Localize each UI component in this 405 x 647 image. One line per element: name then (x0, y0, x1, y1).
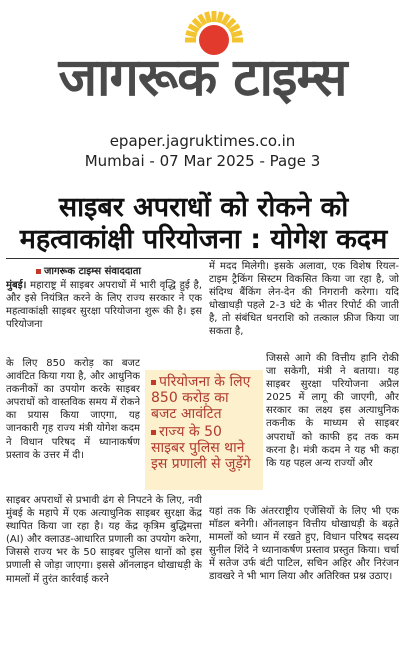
article-headline (6, 192, 401, 256)
sun-ray (219, 12, 222, 23)
sun-ray (206, 12, 209, 23)
pullquote-item: राज्य के 50 साइबर पुलिस थाने इस प्रणाली से जुड़ेंगे (151, 424, 251, 472)
bullet-icon (151, 380, 156, 385)
epaper-url: epaper.jagruktimes.co.in (109, 132, 296, 150)
sun-ray (231, 32, 242, 35)
article-left-top (6, 279, 202, 369)
article-left-low: साइबर अपराधों से प्रभावी ढंग से निपटने के लिए, नवी मुंबई के महापे में एक अत्याधुनिक साइबर सुरक्षा केंद्र स्थापित किया जा रहा है। यह केंद्र कृत्रिम बुद्धिमत्ता (AI) और क्लाउड-आधारित प्रणाली का उपयोग करेगा, जिससे राज्य भर के 50 साइबर पुलिस थानों को इस प्रणाली से जोड़ा जाएगा। इससे ऑनलाइन धोखाधड़ी के मामलों में तुरंत कार्रवाई करने (6, 495, 202, 585)
article-right-top: में मदद मिलेगी। इसके अलावा, एक विशेष रियल-टाइम ट्रैकिंग सिस्टम विकसित किया जा रहा है, जो संदिग्ध बैंकिंग लेन-देन की निगरानी करेगा। यदि धोखाधड़ी पहले 2-3 घंटे के भीतर रिपोर्ट की जाती है, तो संबंधित धनराशि को तत्काल फ्रीज किया जा सकता है, (209, 261, 399, 338)
article-right-mid: जिससे आगे की वित्तीय हानि रोकी जा सकेगी, मंत्री ने बताया। यह साइबर सुरक्षा परियोजना अप्रैल 2025 में लागू की जाएगी, और सरकार का लक्ष्य इस अत्याधुनिक तकनीक के माध्यम से साइबर अपराधों को काफी हद तक कम करना है। मंत्री कदम ने यह भी कहा कि यह पहल अन्य राज्यों और (266, 353, 399, 469)
masthead (0, 0, 405, 118)
headline-line-1: साइबर अपराधों को रोकने को (58, 192, 349, 223)
bullet-icon (36, 269, 41, 274)
sun-ray (186, 32, 197, 35)
dateline: मुंबई। (6, 280, 27, 291)
headline-line-2: महत्वाकांक्षी परियोजना : योगेश कदम (19, 224, 388, 255)
divider (6, 258, 399, 259)
edition-info: Mumbai - 07 Mar 2025 - Page 3 (84, 152, 321, 170)
byline-text: जागरूक टाइम्स संवाददाता (44, 266, 142, 277)
pullquote-item: परियोजना के लिए 850 करोड़ का बजट आवंटित (151, 374, 251, 422)
article-left-mid: के लिए 850 करोड़ का बजट आवंटित किया गया है, और आधुनिक तकनीकों का उपयोग करके साइबर अपराधों को वास्तविक समय में रोकने का प्रयास किया जाएगा, यह जानकारी गृह राज्य मंत्री योगेश कदम ने विधान परिषद में ध्यानाकर्षण प्रस्ताव के उत्तर में दी। (6, 358, 140, 461)
newspaper-logo: जागरूक टाइम्स (58, 48, 347, 108)
article-left-top-text: महाराष्ट्र में साइबर अपराधों में भारी वृद्धि हुई है, और इसे नियंत्रित करने के लिए राज्य सरकार ने एक महत्वाकांक्षी साइबर सुरक्षा परियोजना शुरू की है। इस परियोजना (6, 280, 202, 331)
byline (36, 263, 141, 277)
pullquote-box (145, 370, 263, 490)
bullet-icon (151, 430, 156, 435)
article-right-low: यहां तक कि अंतरराष्ट्रीय एजेंसियों के लिए भी एक मॉडल बनेगी। ऑनलाइन वित्तीय धोखाधड़ी के बढ़ते मामलों को ध्यान में रखते हुए, विधान परिषद सदस्य सुनील शिंदे ने ध्यानाकर्षण प्रस्ताव प्रस्तुत किया। चर्चा में सतेज उर्फ बंटी पाटिल, सचिन अहिर और निरंजन डावखरे ने भी भाग लिया और अतिरिक्त प्रश्न उठाए। (209, 506, 399, 583)
